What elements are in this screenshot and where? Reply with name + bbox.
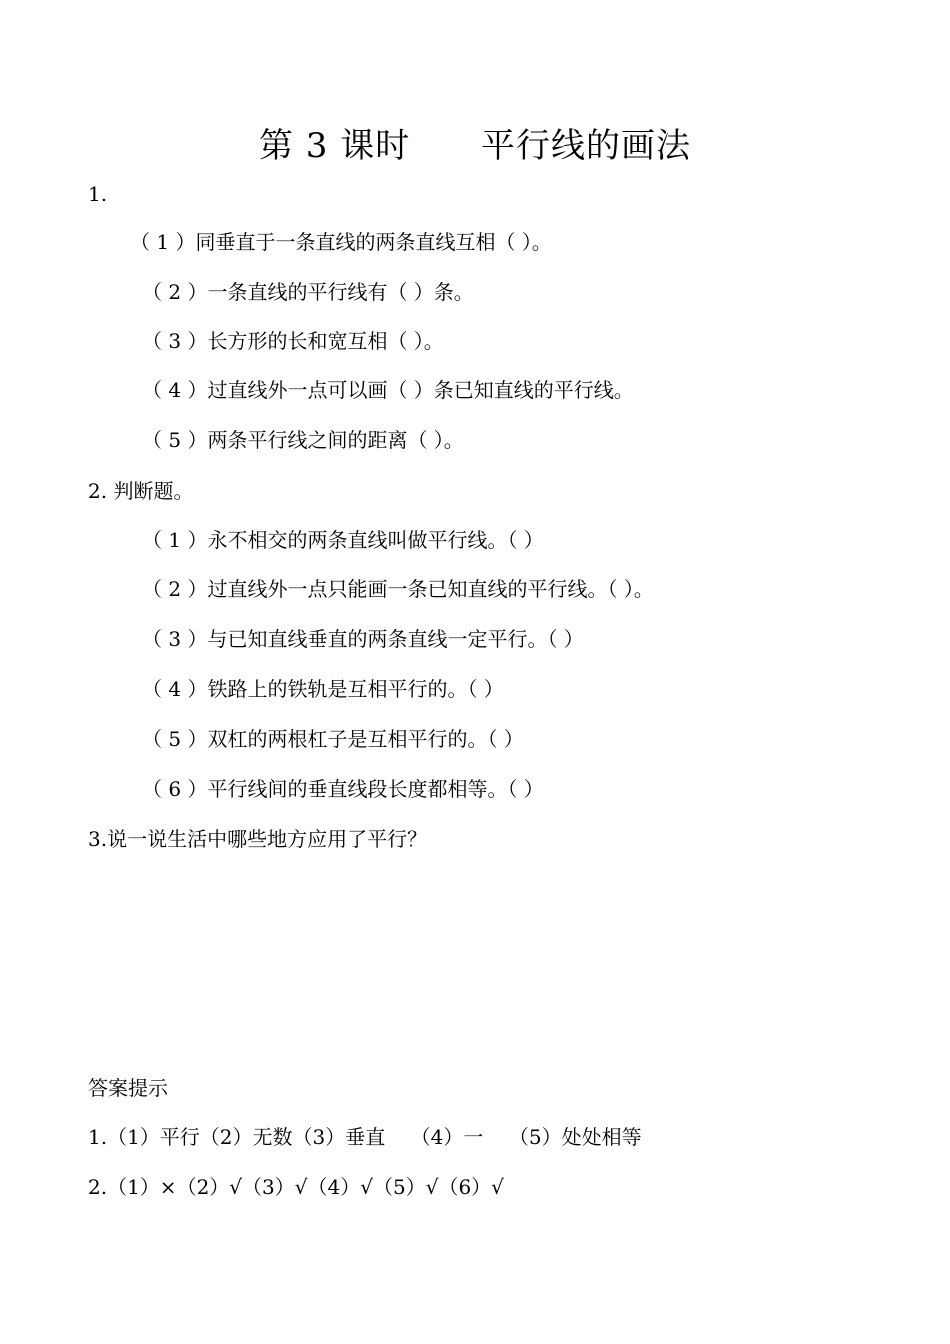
- question-2-item-6: （ 6 ）平行线间的垂直线段长度都相等。（ ）: [142, 777, 544, 801]
- page-title: 第 3 课时 平行线的画法: [258, 126, 692, 166]
- question-2-item-3: （ 3 ）与已知直线垂直的两条直线一定平行。（ ）: [142, 627, 584, 651]
- question-2-item-5: （ 5 ）双杠的两根杠子是互相平行的。（ ）: [142, 727, 524, 751]
- question-1-item-4: （ 4 ）过直线外一点可以画（ ）条已知直线的平行线。: [142, 378, 634, 402]
- question-3-heading: 3.说一说生活中哪些地方应用了平行？: [88, 827, 428, 851]
- question-1-number: 1.: [88, 182, 108, 206]
- question-2-item-1: （ 1 ）永不相交的两条直线叫做平行线。（ ）: [142, 528, 544, 552]
- question-1-item-5: （ 5 ）两条平行线之间的距离（ ）。: [142, 428, 464, 452]
- question-2-heading: 2. 判断题。: [88, 479, 194, 503]
- answers-line-1: 1.（1）平行（2）无数（3）垂直 （4）一 （5）处处相等: [88, 1125, 642, 1149]
- question-1-item-2: （ 2 ）一条直线的平行线有（ ）条。: [142, 280, 474, 304]
- question-2-item-2: （ 2 ）过直线外一点只能画一条已知直线的平行线。（ ）。: [142, 577, 654, 601]
- question-2-item-4: （ 4 ）铁路上的铁轨是互相平行的。（ ）: [142, 677, 504, 701]
- answers-line-2: 2.（1）×（2）√（3）√（4）√（5）√（6）√: [88, 1175, 504, 1199]
- question-1-item-1: （ 1 ）同垂直于一条直线的两条直线互相（ ）。: [130, 230, 552, 254]
- answers-heading: 答案提示: [88, 1076, 168, 1100]
- question-1-item-3: （ 3 ）长方形的长和宽互相（ ）。: [142, 329, 444, 353]
